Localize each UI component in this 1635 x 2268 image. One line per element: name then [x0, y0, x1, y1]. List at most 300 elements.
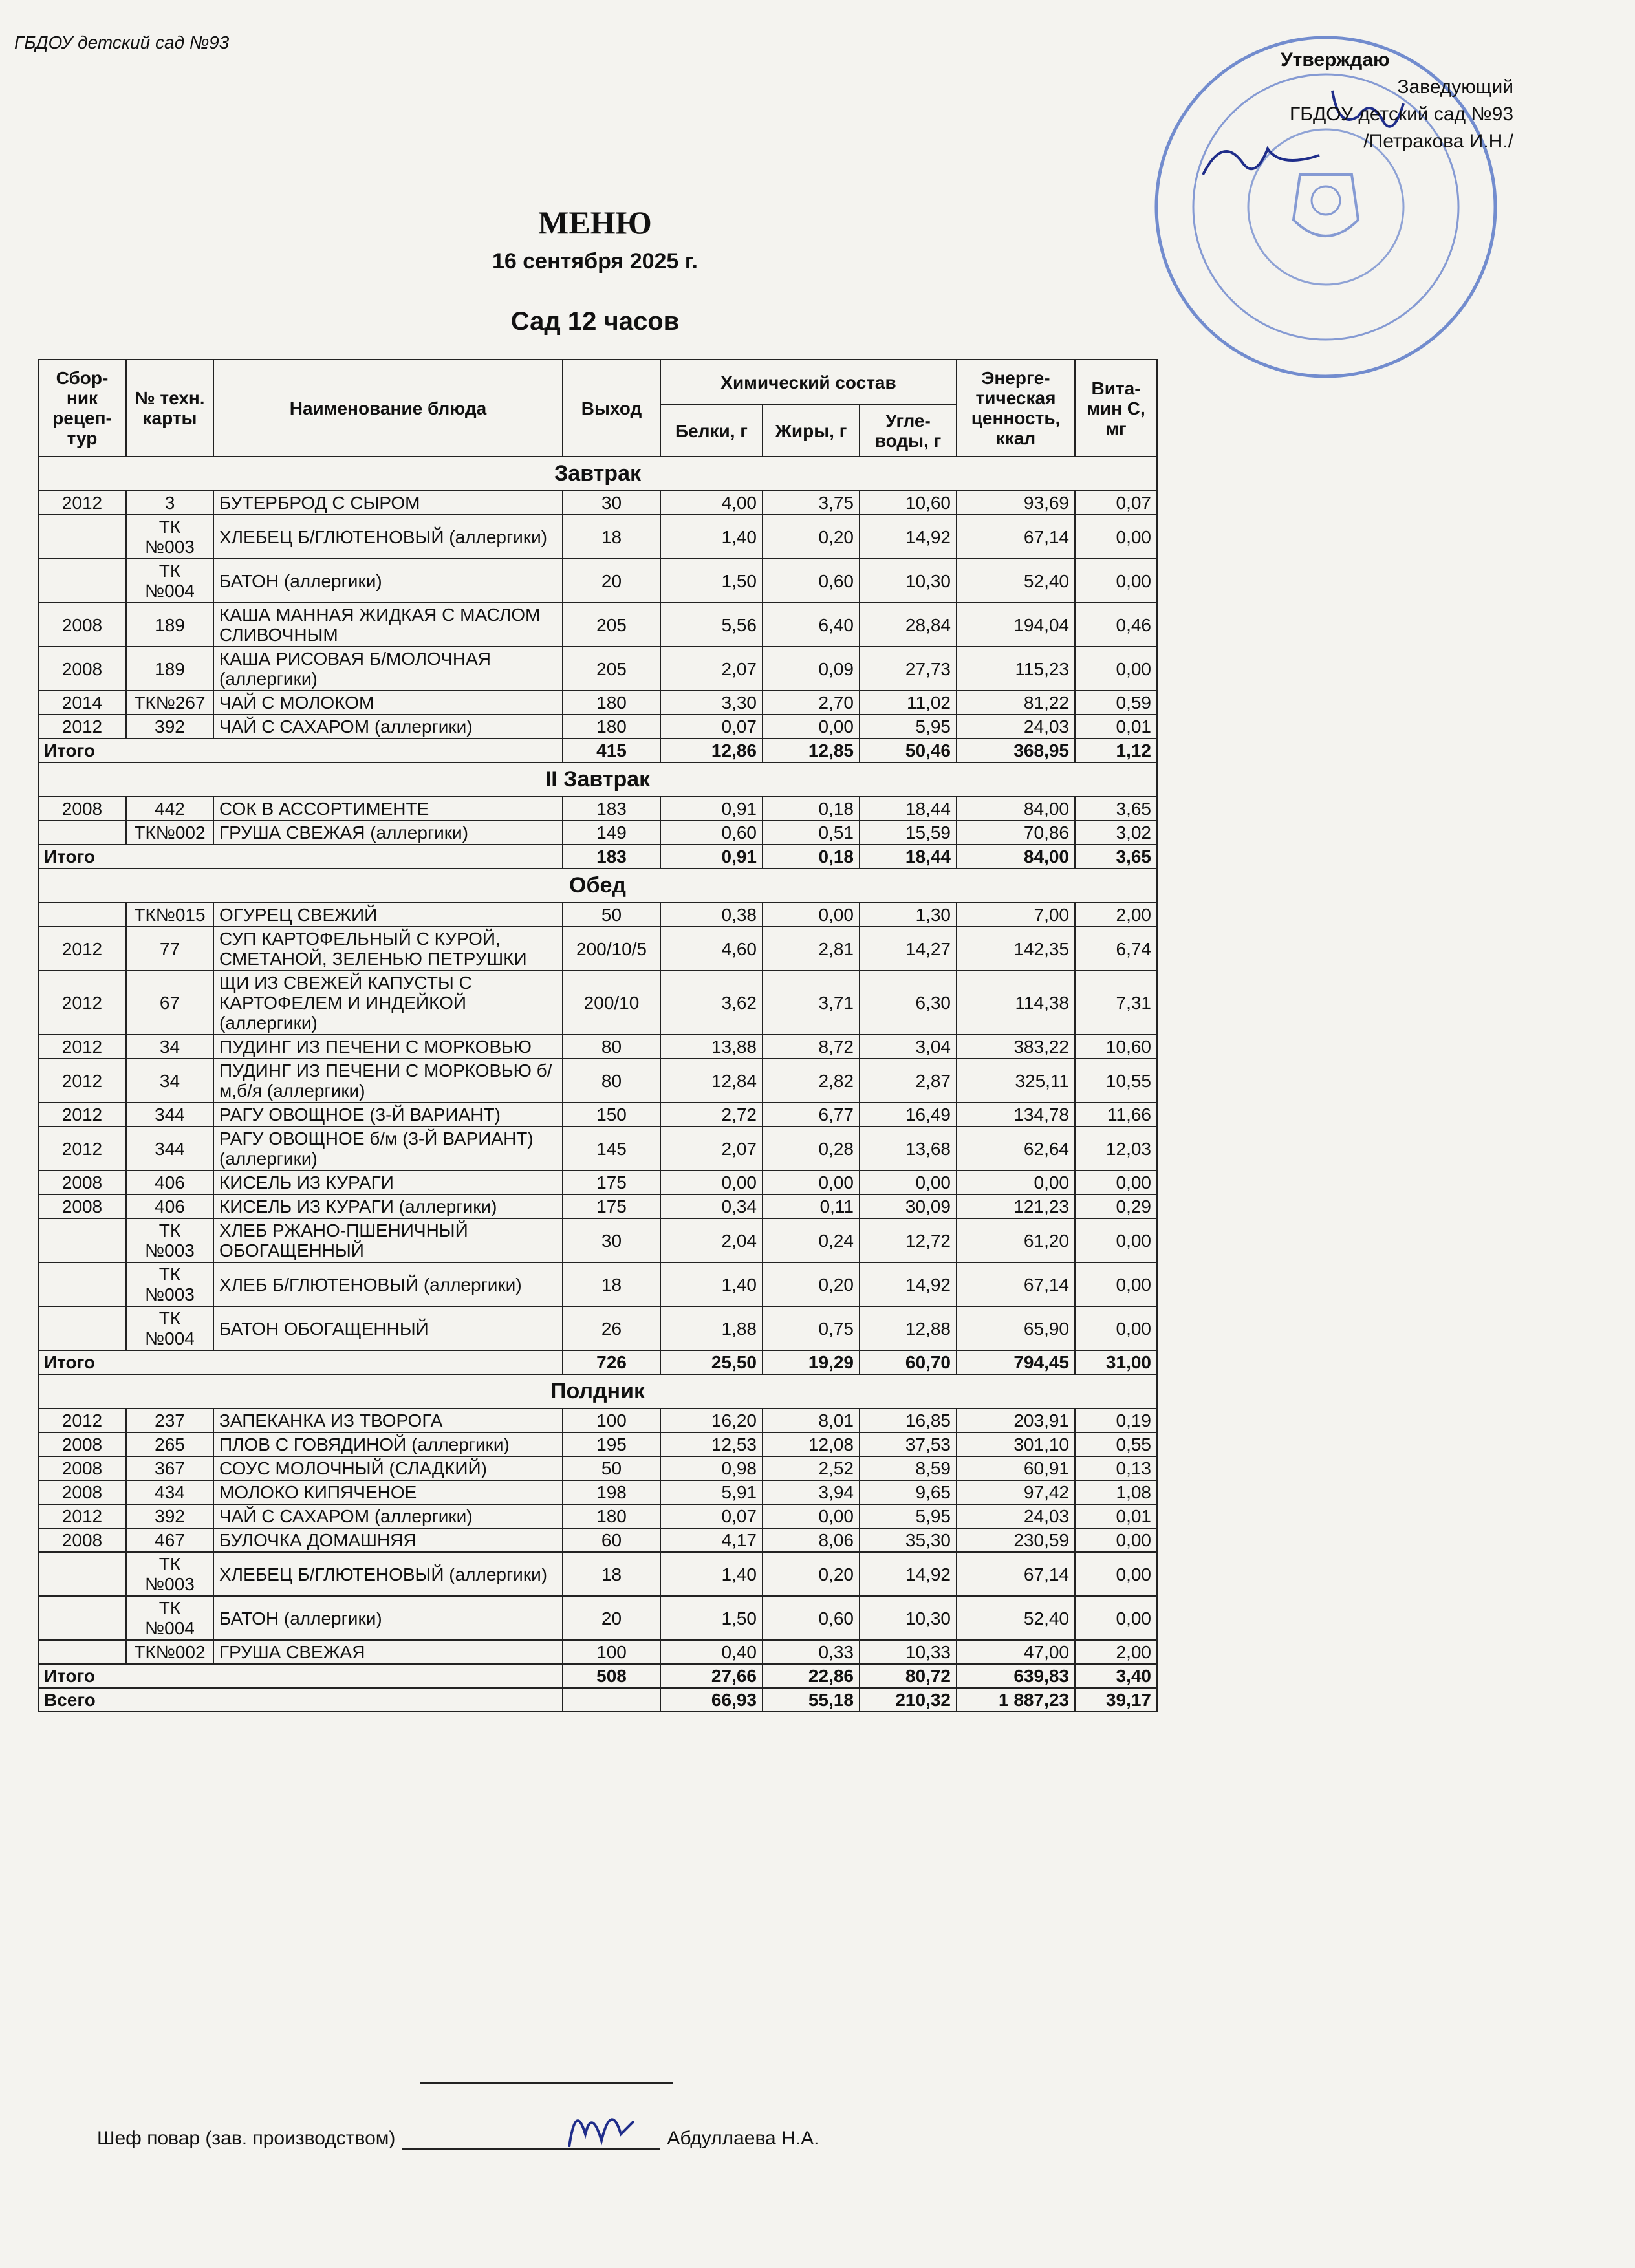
table-cell: 150	[563, 1103, 660, 1127]
table-cell	[38, 1552, 126, 1596]
table-cell: ТК№267	[126, 691, 213, 715]
table-cell: 30,09	[860, 1194, 957, 1218]
table-cell: ТК №003	[126, 1552, 213, 1596]
table-cell: 6,40	[763, 603, 860, 647]
total-cell: 3,40	[1075, 1664, 1157, 1688]
table-cell: 180	[563, 715, 660, 739]
chef-name: Абдуллаева Н.А.	[667, 2128, 819, 2149]
total-cell: 12,86	[660, 739, 763, 762]
table-cell: 20	[563, 559, 660, 603]
table-cell: 14,27	[860, 927, 957, 971]
table-cell: 0,60	[763, 1596, 860, 1640]
table-cell: 194,04	[957, 603, 1075, 647]
total-cell: 794,45	[957, 1350, 1075, 1374]
table-row	[38, 559, 1157, 603]
table-cell: КАША МАННАЯ ЖИДКАЯ С МАСЛОМ СЛИВОЧНЫМ	[213, 603, 563, 647]
approval-block	[1255, 47, 1513, 155]
table-cell: 2008	[38, 603, 126, 647]
total-cell: 22,86	[763, 1664, 860, 1688]
table-cell: 0,00	[1075, 1552, 1157, 1596]
table-cell: 12,72	[860, 1218, 957, 1262]
table-cell: ГРУША СВЕЖАЯ (аллергики)	[213, 821, 563, 845]
grand-total-cell: 55,18	[763, 1688, 860, 1712]
table-cell: 0,20	[763, 1262, 860, 1306]
table-cell: 37,53	[860, 1432, 957, 1456]
table-cell: 80	[563, 1035, 660, 1059]
table-cell: 0,34	[660, 1194, 763, 1218]
table-cell: 0,00	[763, 1171, 860, 1194]
table-cell: 2012	[38, 1127, 126, 1171]
table-cell: 0,00	[763, 715, 860, 739]
table-cell: 27,73	[860, 647, 957, 691]
table-cell: 0,60	[660, 821, 763, 845]
table-cell: 26	[563, 1306, 660, 1350]
table-cell: 80	[563, 1059, 660, 1103]
table-cell: 8,59	[860, 1456, 957, 1480]
table-cell: 2,87	[860, 1059, 957, 1103]
table-cell: 34	[126, 1035, 213, 1059]
table-cell: 8,72	[763, 1035, 860, 1059]
table-cell: 70,86	[957, 821, 1075, 845]
table-cell: 180	[563, 691, 660, 715]
table-cell: ТК№002	[126, 1640, 213, 1664]
table-cell: ХЛЕБЕЦ Б/ГЛЮТЕНОВЫЙ (аллергики)	[213, 515, 563, 559]
table-cell: ЧАЙ С САХАРОМ (аллергики)	[213, 1504, 563, 1528]
table-cell: 3,75	[763, 491, 860, 515]
table-cell: ХЛЕБЕЦ Б/ГЛЮТЕНОВЫЙ (аллергики)	[213, 1552, 563, 1596]
section-header	[38, 1374, 1157, 1409]
table-cell: 0,00	[1075, 1262, 1157, 1306]
menu-table	[38, 359, 1158, 1712]
table-cell: 47,00	[957, 1640, 1075, 1664]
table-row	[38, 1409, 1157, 1432]
table-cell: 3	[126, 491, 213, 515]
table-cell: 0,00	[1075, 1306, 1157, 1350]
table-cell: 205	[563, 603, 660, 647]
table-cell: БАТОН (аллергики)	[213, 1596, 563, 1640]
table-row	[38, 1640, 1157, 1664]
table-cell: 0,20	[763, 1552, 860, 1596]
table-cell: 180	[563, 1504, 660, 1528]
total-cell: 60,70	[860, 1350, 957, 1374]
table-cell: ЧАЙ С САХАРОМ (аллергики)	[213, 715, 563, 739]
table-cell: 0,00	[1075, 1218, 1157, 1262]
table-cell: БУТЕРБРОД С СЫРОМ	[213, 491, 563, 515]
header-chem: Химический состав	[660, 360, 957, 405]
table-cell: 1,50	[660, 1596, 763, 1640]
table-row	[38, 903, 1157, 927]
table-cell: 121,23	[957, 1194, 1075, 1218]
total-cell: 508	[563, 1664, 660, 1688]
table-cell: 442	[126, 797, 213, 821]
table-cell: 2,81	[763, 927, 860, 971]
table-cell: ПУДИНГ ИЗ ПЕЧЕНИ С МОРКОВЬЮ	[213, 1035, 563, 1059]
total-cell: 84,00	[957, 845, 1075, 869]
table-cell: 230,59	[957, 1528, 1075, 1552]
table-cell: 0,29	[1075, 1194, 1157, 1218]
table-cell: 5,95	[860, 715, 957, 739]
table-cell: 12,88	[860, 1306, 957, 1350]
total-row	[38, 1350, 1157, 1374]
chef-label: Шеф повар (зав. производством)	[97, 2128, 396, 2149]
total-cell: 726	[563, 1350, 660, 1374]
table-cell: 0,00	[1075, 1528, 1157, 1552]
grand-total-cell: 210,32	[860, 1688, 957, 1712]
table-cell: 65,90	[957, 1306, 1075, 1350]
table-cell: 2012	[38, 491, 126, 515]
table-cell: 100	[563, 1640, 660, 1664]
total-row	[38, 1664, 1157, 1688]
table-cell: 93,69	[957, 491, 1075, 515]
table-cell: 434	[126, 1480, 213, 1504]
table-cell: РАГУ ОВОЩНОЕ б/м (3-Й ВАРИАНТ) (аллергики)	[213, 1127, 563, 1171]
table-cell: 0,00	[1075, 647, 1157, 691]
table-cell: 28,84	[860, 603, 957, 647]
total-cell: 639,83	[957, 1664, 1075, 1688]
table-cell: 205	[563, 647, 660, 691]
table-cell: 0,00	[1075, 559, 1157, 603]
section-title: Полдник	[38, 1374, 1157, 1409]
table-cell: 0,00	[860, 1171, 957, 1194]
table-cell: 13,68	[860, 1127, 957, 1171]
table-row	[38, 1552, 1157, 1596]
table-cell: 67,14	[957, 1552, 1075, 1596]
total-cell: 0,18	[763, 845, 860, 869]
section-header	[38, 869, 1157, 903]
table-cell: 18	[563, 1262, 660, 1306]
header-fat: Жиры, г	[763, 405, 860, 457]
table-row	[38, 515, 1157, 559]
grand-total-cell: 39,17	[1075, 1688, 1157, 1712]
table-cell: 2008	[38, 1456, 126, 1480]
table-cell: 467	[126, 1528, 213, 1552]
section-title: Завтрак	[38, 457, 1157, 491]
table-cell: РАГУ ОВОЩНОЕ (3-Й ВАРИАНТ)	[213, 1103, 563, 1127]
table-row	[38, 821, 1157, 845]
table-cell: 50	[563, 903, 660, 927]
table-row	[38, 1528, 1157, 1552]
table-row	[38, 603, 1157, 647]
total-cell: 80,72	[860, 1664, 957, 1688]
table-cell	[38, 903, 126, 927]
grand-total-cell: 66,93	[660, 1688, 763, 1712]
table-row	[38, 797, 1157, 821]
table-cell: 12,03	[1075, 1127, 1157, 1171]
table-cell: 10,30	[860, 559, 957, 603]
table-cell: 35,30	[860, 1528, 957, 1552]
total-cell: 31,00	[1075, 1350, 1157, 1374]
table-cell: 200/10/5	[563, 927, 660, 971]
table-cell: ТК №004	[126, 559, 213, 603]
table-cell: 0,00	[1075, 1596, 1157, 1640]
table-cell: 301,10	[957, 1432, 1075, 1456]
table-cell	[38, 1596, 126, 1640]
menu-subtitle: Сад 12 часов	[510, 307, 680, 336]
total-cell: 0,91	[660, 845, 763, 869]
table-cell: ТК №003	[126, 1218, 213, 1262]
table-cell: 2012	[38, 715, 126, 739]
table-row	[38, 647, 1157, 691]
table-cell: ТК№015	[126, 903, 213, 927]
table-cell: 9,65	[860, 1480, 957, 1504]
table-row	[38, 1262, 1157, 1306]
table-cell: 1,08	[1075, 1480, 1157, 1504]
table-cell: 134,78	[957, 1103, 1075, 1127]
total-cell: 368,95	[957, 739, 1075, 762]
table-cell: 0,19	[1075, 1409, 1157, 1432]
table-cell: 198	[563, 1480, 660, 1504]
table-cell: 203,91	[957, 1409, 1075, 1432]
header-carbs: Угле-воды, г	[860, 405, 957, 457]
table-cell: 10,55	[1075, 1059, 1157, 1103]
table-cell: 0,51	[763, 821, 860, 845]
table-cell: 0,40	[660, 1640, 763, 1664]
table-cell	[38, 1640, 126, 1664]
table-cell: КИСЕЛЬ ИЗ КУРАГИ (аллергики)	[213, 1194, 563, 1218]
table-cell: 2012	[38, 1035, 126, 1059]
table-cell: 11,02	[860, 691, 957, 715]
section-title: Обед	[38, 869, 1157, 903]
table-cell: 0,28	[763, 1127, 860, 1171]
table-row	[38, 1194, 1157, 1218]
total-cell: 415	[563, 739, 660, 762]
table-cell: 0,00	[763, 903, 860, 927]
header-protein: Белки, г	[660, 405, 763, 457]
table-row	[38, 971, 1157, 1035]
table-cell: 30	[563, 491, 660, 515]
table-cell: ЩИ ИЗ СВЕЖЕЙ КАПУСТЫ С КАРТОФЕЛЕМ И ИНДЕЙКОЙ (аллергики)	[213, 971, 563, 1035]
table-cell: 1,40	[660, 1552, 763, 1596]
table-cell: 0,00	[1075, 1171, 1157, 1194]
table-cell: 2012	[38, 1103, 126, 1127]
table-cell: 2,70	[763, 691, 860, 715]
grand-total-cell	[563, 1688, 660, 1712]
table-cell: ЗАПЕКАНКА ИЗ ТВОРОГА	[213, 1409, 563, 1432]
table-cell: 3,94	[763, 1480, 860, 1504]
table-cell: ГРУША СВЕЖАЯ	[213, 1640, 563, 1664]
table-cell: 2008	[38, 1480, 126, 1504]
table-cell: 4,60	[660, 927, 763, 971]
table-cell: 325,11	[957, 1059, 1075, 1103]
chef-signature-line	[97, 2128, 819, 2150]
section-header	[38, 457, 1157, 491]
table-cell: 2,07	[660, 1127, 763, 1171]
table-cell: ХЛЕБ РЖАНО-ПШЕНИЧНЫЙ ОБОГАЩЕННЫЙ	[213, 1218, 563, 1262]
table-cell: 16,49	[860, 1103, 957, 1127]
menu-date: 16 сентября 2025 г.	[492, 249, 698, 274]
table-cell: 189	[126, 647, 213, 691]
table-cell: 200/10	[563, 971, 660, 1035]
table-row	[38, 715, 1157, 739]
table-cell: 0,07	[660, 1504, 763, 1528]
table-cell: 2012	[38, 1409, 126, 1432]
table-cell: 3,02	[1075, 821, 1157, 845]
table-cell: 195	[563, 1432, 660, 1456]
total-cell: 3,65	[1075, 845, 1157, 869]
table-cell: 392	[126, 715, 213, 739]
table-cell: 2008	[38, 647, 126, 691]
table-cell: 34	[126, 1059, 213, 1103]
approval-line: /Петракова И.Н./	[1363, 131, 1513, 152]
table-cell: 2012	[38, 971, 126, 1035]
total-cell: Итого	[38, 845, 563, 869]
table-cell	[38, 1218, 126, 1262]
table-cell: ТК №004	[126, 1596, 213, 1640]
total-cell: Итого	[38, 1664, 563, 1688]
table-cell: МОЛОКО КИПЯЧЕНОЕ	[213, 1480, 563, 1504]
total-cell: 18,44	[860, 845, 957, 869]
total-row	[38, 845, 1157, 869]
table-cell: 60,91	[957, 1456, 1075, 1480]
table-cell: 0,00	[763, 1504, 860, 1528]
table-cell: 2014	[38, 691, 126, 715]
header-card: № техн. карты	[126, 360, 213, 457]
table-cell: 8,01	[763, 1409, 860, 1432]
table-cell: 6,30	[860, 971, 957, 1035]
table-cell: 16,20	[660, 1409, 763, 1432]
table-cell: 0,60	[763, 559, 860, 603]
table-cell: ТК №003	[126, 1262, 213, 1306]
table-cell: 4,00	[660, 491, 763, 515]
table-cell: ОГУРЕЦ СВЕЖИЙ	[213, 903, 563, 927]
table-row	[38, 1480, 1157, 1504]
table-cell: 18	[563, 515, 660, 559]
table-cell: 67,14	[957, 515, 1075, 559]
table-cell: 60	[563, 1528, 660, 1552]
total-cell: Итого	[38, 1350, 563, 1374]
table-cell: 20	[563, 1596, 660, 1640]
table-cell: 2008	[38, 1194, 126, 1218]
table-cell: 67	[126, 971, 213, 1035]
table-cell: 0,20	[763, 515, 860, 559]
table-cell: 406	[126, 1171, 213, 1194]
total-cell: Итого	[38, 739, 563, 762]
table-cell: СОК В АССОРТИМЕНТЕ	[213, 797, 563, 821]
table-cell: 149	[563, 821, 660, 845]
table-cell: 115,23	[957, 647, 1075, 691]
table-cell: 7,31	[1075, 971, 1157, 1035]
table-cell	[38, 1306, 126, 1350]
total-cell: 183	[563, 845, 660, 869]
table-cell: 2,52	[763, 1456, 860, 1480]
table-cell: БУЛОЧКА ДОМАШНЯЯ	[213, 1528, 563, 1552]
table-cell: 1,40	[660, 1262, 763, 1306]
table-cell: БАТОН (аллергики)	[213, 559, 563, 603]
table-cell: 145	[563, 1127, 660, 1171]
table-cell: 77	[126, 927, 213, 971]
menu-body	[38, 457, 1157, 1712]
table-cell: 0,07	[660, 715, 763, 739]
table-cell: 2008	[38, 797, 126, 821]
table-cell: 5,56	[660, 603, 763, 647]
approval-line: Заведующий	[1397, 76, 1513, 98]
table-cell	[38, 1262, 126, 1306]
table-cell: ПЛОВ С ГОВЯДИНОЙ (аллергики)	[213, 1432, 563, 1456]
header-collection: Сбор-ник рецеп-тур	[38, 360, 126, 457]
table-cell: ТК№002	[126, 821, 213, 845]
table-cell: 0,00	[660, 1171, 763, 1194]
table-cell: 2012	[38, 1059, 126, 1103]
table-cell: 16,85	[860, 1409, 957, 1432]
table-cell: 142,35	[957, 927, 1075, 971]
table-row	[38, 491, 1157, 515]
table-cell: 0,00	[957, 1171, 1075, 1194]
table-cell: 3,62	[660, 971, 763, 1035]
table-cell: ТК №004	[126, 1306, 213, 1350]
page-title: МЕНЮ	[538, 204, 652, 241]
table-cell: 344	[126, 1103, 213, 1127]
table-cell: 14,92	[860, 1262, 957, 1306]
header-vitamin: Вита-мин С, мг	[1075, 360, 1157, 457]
table-cell: 12,53	[660, 1432, 763, 1456]
table-cell: 344	[126, 1127, 213, 1171]
table-row	[38, 1504, 1157, 1528]
table-row	[38, 1306, 1157, 1350]
table-cell: БАТОН ОБОГАЩЕННЫЙ	[213, 1306, 563, 1350]
table-cell: 183	[563, 797, 660, 821]
table-cell: 0,13	[1075, 1456, 1157, 1480]
table-cell: 2,00	[1075, 903, 1157, 927]
table-cell: 0,75	[763, 1306, 860, 1350]
table-cell: 0,11	[763, 1194, 860, 1218]
total-cell: 50,46	[860, 739, 957, 762]
table-cell: 52,40	[957, 559, 1075, 603]
section-title: II Завтрак	[38, 762, 1157, 797]
table-cell: 61,20	[957, 1218, 1075, 1262]
table-cell: 11,66	[1075, 1103, 1157, 1127]
table-row	[38, 1103, 1157, 1127]
table-cell: 2008	[38, 1432, 126, 1456]
approval-line: ГБДОУ детский сад №93	[1290, 103, 1513, 125]
table-cell: 18,44	[860, 797, 957, 821]
table-cell: 15,59	[860, 821, 957, 845]
table-cell: 5,95	[860, 1504, 957, 1528]
signature-field	[402, 2129, 660, 2150]
table-cell: 2,72	[660, 1103, 763, 1127]
table-cell: 6,77	[763, 1103, 860, 1127]
table-cell: 2008	[38, 1171, 126, 1194]
approval-title: Утверждаю	[1281, 49, 1390, 70]
table-cell: 0,33	[763, 1640, 860, 1664]
table-cell: 0,91	[660, 797, 763, 821]
table-cell: 0,24	[763, 1218, 860, 1262]
table-cell	[38, 821, 126, 845]
table-cell: 30	[563, 1218, 660, 1262]
table-cell: 10,33	[860, 1640, 957, 1664]
grand-total-row	[38, 1688, 1157, 1712]
total-cell: 1,12	[1075, 739, 1157, 762]
table-row	[38, 1127, 1157, 1171]
table-cell: 13,88	[660, 1035, 763, 1059]
organization-name: ГБДОУ детский сад №93	[14, 32, 230, 52]
header-energy: Энерге-тическая ценность, ккал	[957, 360, 1075, 457]
table-cell: 0,98	[660, 1456, 763, 1480]
table-cell: КИСЕЛЬ ИЗ КУРАГИ	[213, 1171, 563, 1194]
total-cell: 12,85	[763, 739, 860, 762]
table-cell: 10,60	[1075, 1035, 1157, 1059]
table-cell: 4,17	[660, 1528, 763, 1552]
table-cell: 50	[563, 1456, 660, 1480]
table-cell: 5,91	[660, 1480, 763, 1504]
table-row	[38, 1218, 1157, 1262]
table-cell: 18	[563, 1552, 660, 1596]
header-output: Выход	[563, 360, 660, 457]
table-cell: 406	[126, 1194, 213, 1218]
table-cell: 3,71	[763, 971, 860, 1035]
table-cell: 0,01	[1075, 715, 1157, 739]
table-cell: СОУС МОЛОЧНЫЙ (СЛАДКИЙ)	[213, 1456, 563, 1480]
table-cell	[38, 515, 126, 559]
